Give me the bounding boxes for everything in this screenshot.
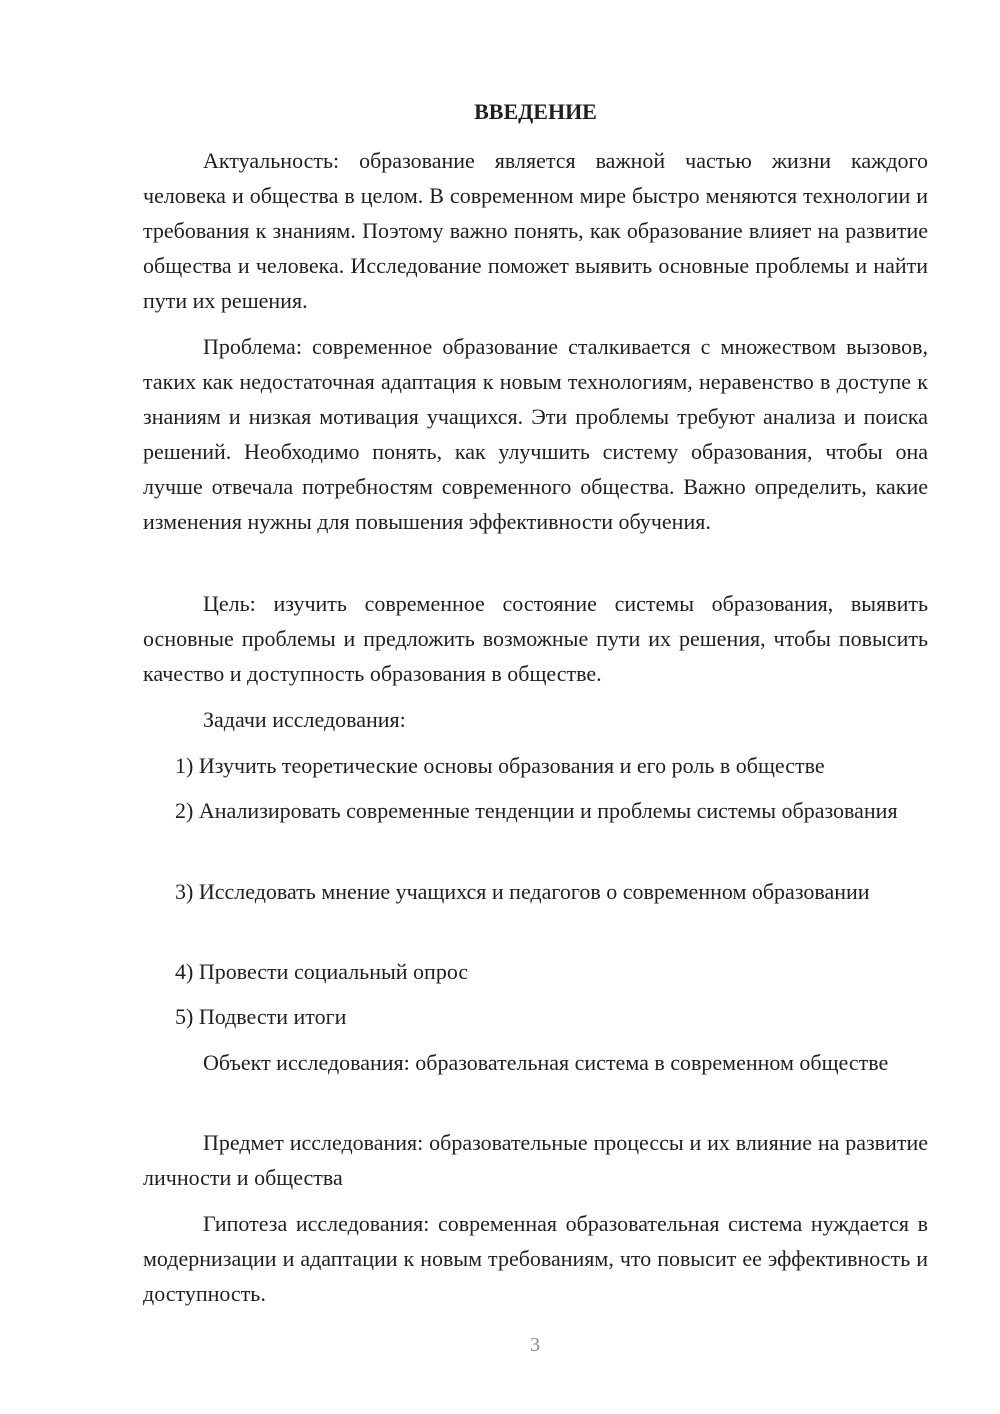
subject-paragraph: Предмет исследования: образовательные процессы и их влияние на развитие личности и общества	[143, 1130, 928, 1190]
relevance-paragraph: Актуальность: образование является важной частью жизни каждого человека и общества в целом. В современном мире быстро меняются технологии и требования к знаниям. Поэтому важно понять, как образование влияет на развитие общества и человека. Исследование поможет выявить основные проблемы и найти пути их решения.	[143, 148, 928, 313]
object-paragraph: Объект исследования: образовательная система в современном обществе	[203, 1050, 889, 1075]
problem-paragraph: Проблема: современное образование сталкивается с множеством вызовов, таких как недостаточная адаптация к новым технологиям, неравенство в доступе к знаниям и низкая мотивация учащихся. Эти проблемы требуют анализа и поиска решений. Необходимо понять, как улучшить систему образования, чтобы она лучше отвечала потребностям современного общества. Важно определить, какие изменения нужны для повышения эффективности обучения.	[143, 334, 928, 534]
goal-paragraph: Цель: изучить современное состояние системы образования, выявить основные проблемы и предложить возможные пути их решения, чтобы повысить качество и доступность образования в обществе.	[143, 591, 928, 686]
task-item-5: 5) Подвести итоги	[175, 1004, 347, 1029]
task-item-4: 4) Провести социальный опрос	[175, 959, 469, 984]
task-item-2: 2) Анализировать современные тенденции и проблемы системы образования	[175, 798, 898, 823]
page-number: 3	[530, 1334, 540, 1356]
page-title: ВВЕДЕНИЕ	[474, 99, 597, 124]
task-item-1: 1) Изучить теоретические основы образования и его роль в обществе	[175, 753, 825, 778]
tasks-heading: Задачи исследования:	[203, 707, 406, 732]
task-item-3: 3) Исследовать мнение учащихся и педагогов о современном образовании	[175, 879, 870, 904]
hypothesis-paragraph: Гипотеза исследования: современная образовательная система нуждается в модернизации и адаптации к новым требованиям, что повысит ее эффективность и доступность.	[143, 1211, 928, 1306]
